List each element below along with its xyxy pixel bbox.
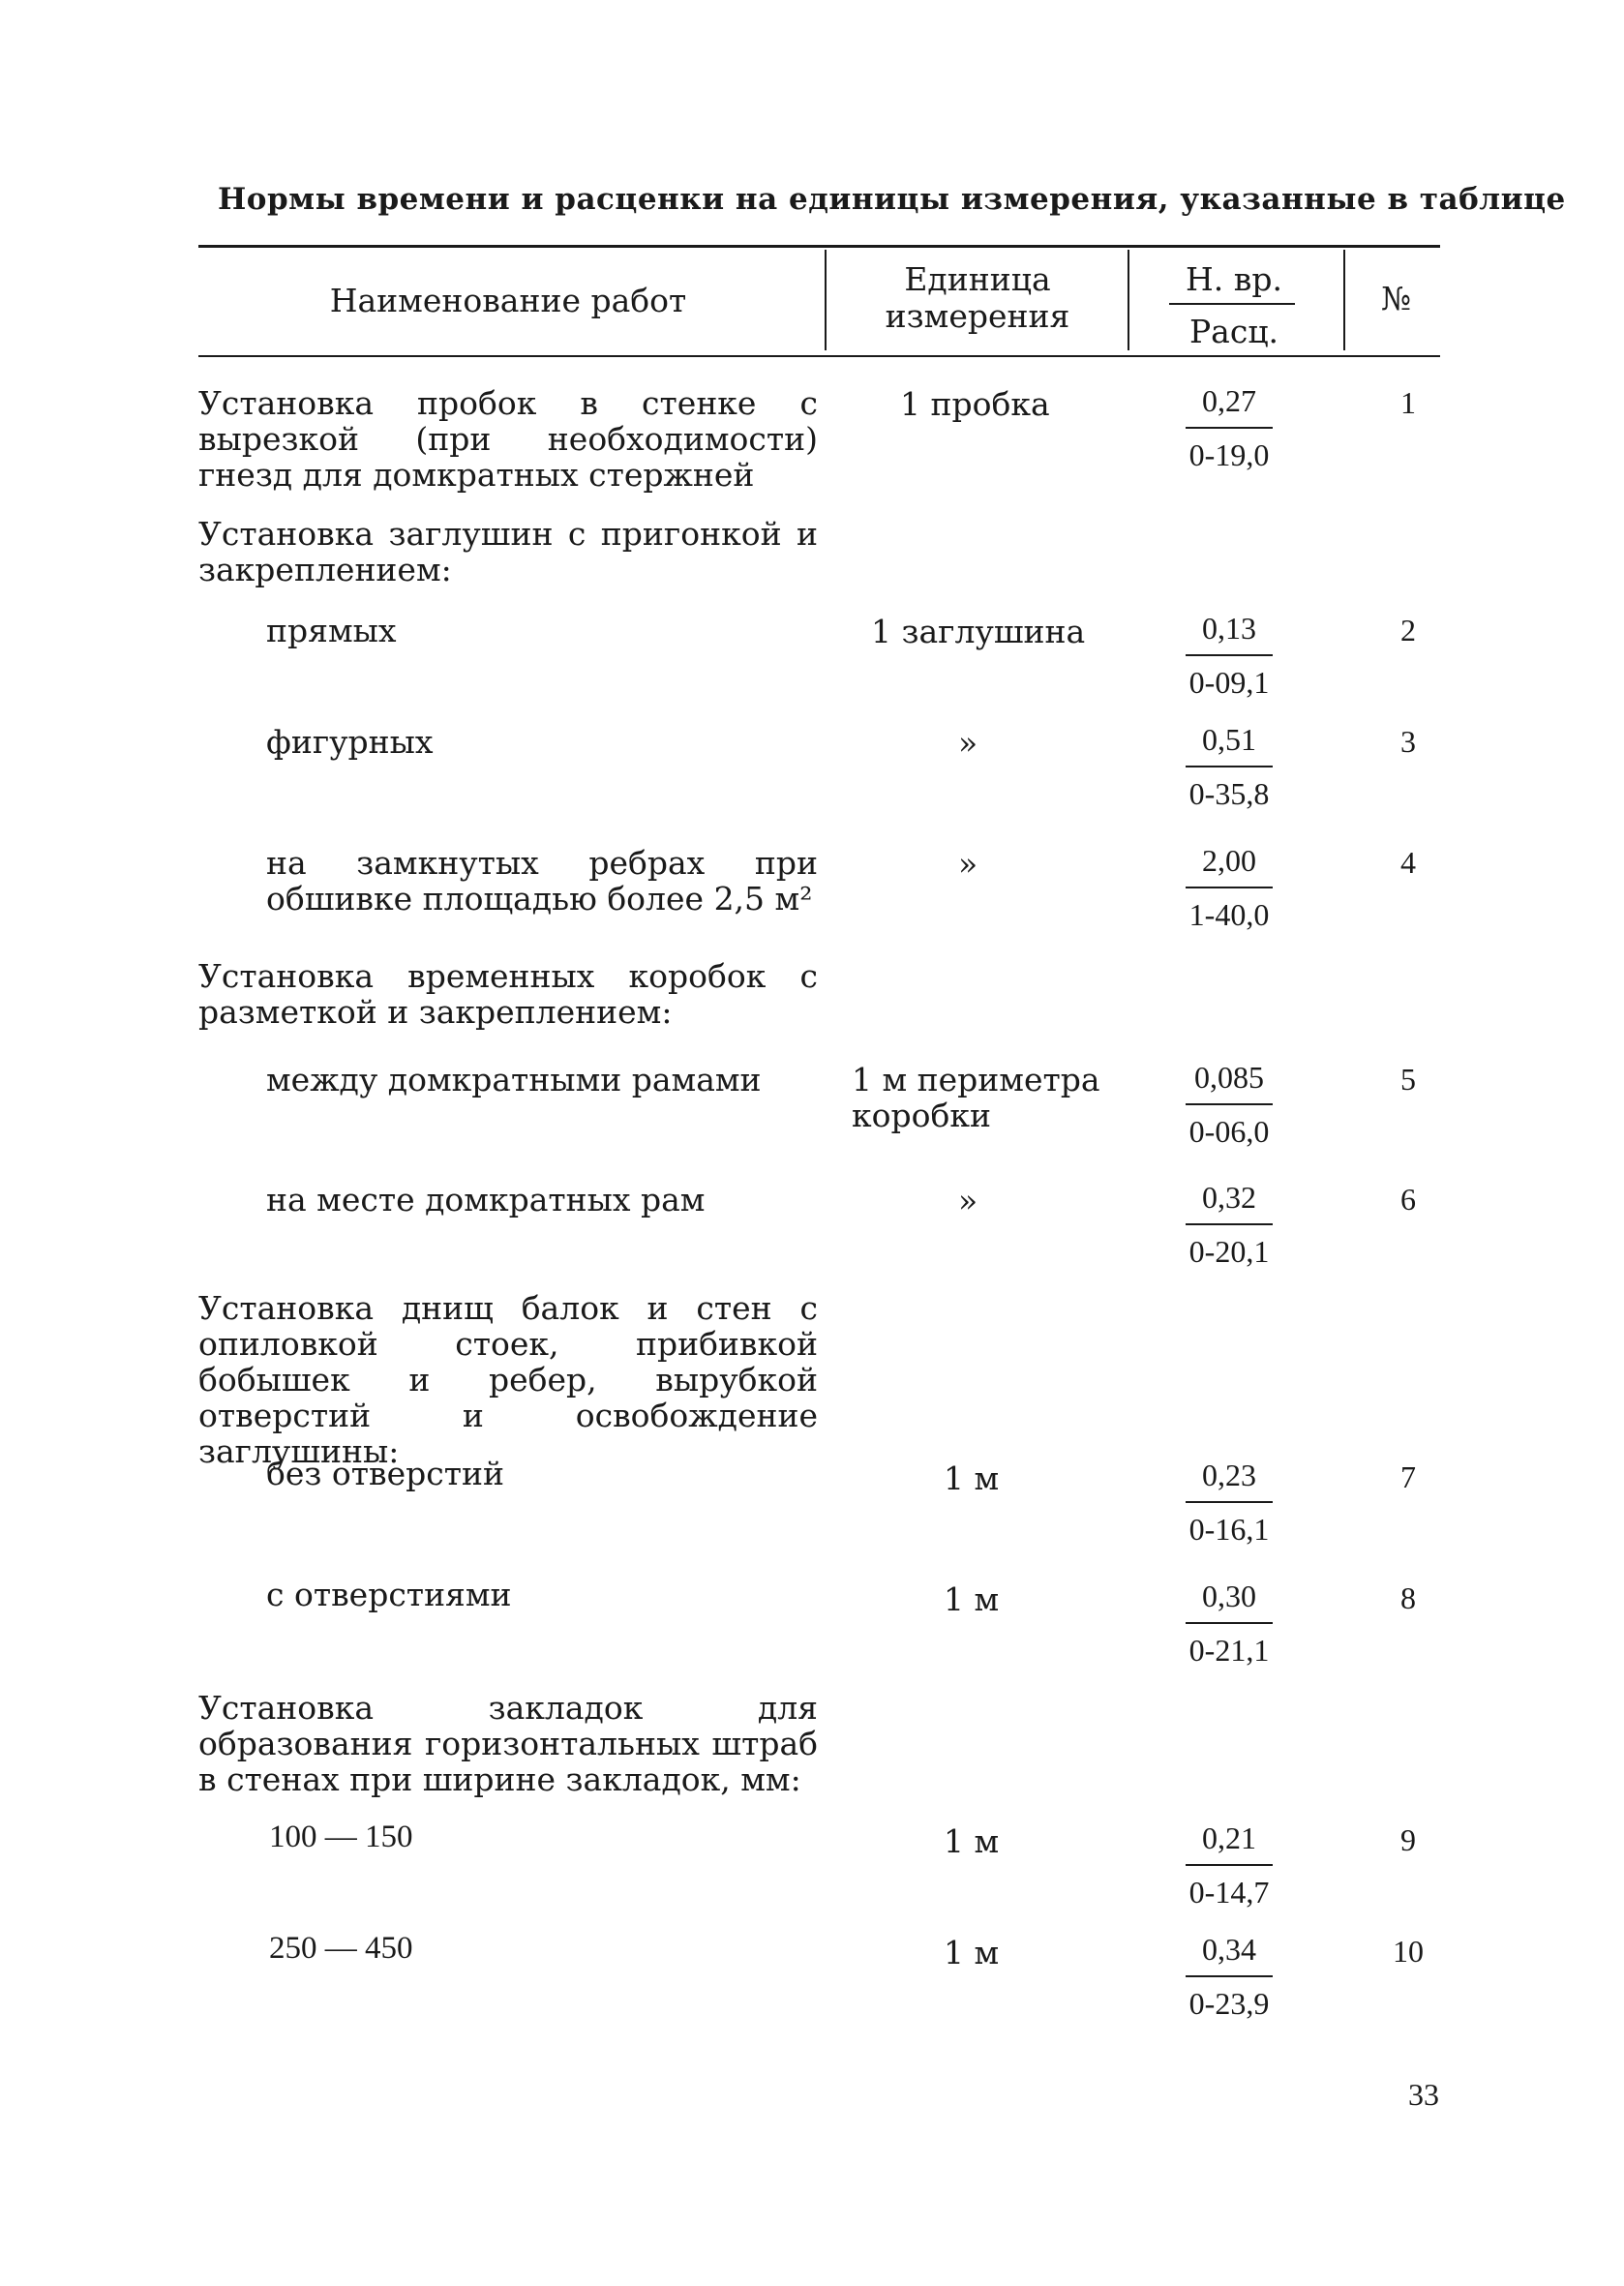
row-2-name: прямых — [266, 612, 397, 649]
row-6-norm: 0,32 — [1202, 1180, 1256, 1215]
header-top-rule — [198, 245, 1440, 248]
group-heading-3: Установка временных коробок с разметкой и закреплением: — [198, 957, 818, 1031]
row-1-number: 1 — [1400, 385, 1416, 420]
row-8-number: 8 — [1400, 1580, 1416, 1615]
row-8-unit: 1 м — [944, 1580, 1000, 1618]
row-3-rate: 0-35,8 — [1188, 776, 1270, 811]
row-1-norm: 0,27 — [1202, 383, 1256, 418]
row-5-name: между домкратными рамами — [266, 1061, 762, 1098]
row-3-norm: 0,51 — [1202, 722, 1256, 757]
row-4-fraction-bar — [1186, 887, 1273, 888]
row-6-rate: 0-20,1 — [1188, 1234, 1270, 1269]
row-9-fraction — [1166, 1820, 1292, 1910]
row-2-norm: 0,13 — [1202, 611, 1256, 646]
header-unit-line2: измерения — [885, 297, 1070, 335]
header-name: Наименование работ — [329, 282, 687, 319]
row-4-name: на замкнутых ребрах при обшивке площадью более 2,5 м² — [266, 844, 818, 917]
header-norm: Н. вр. — [1186, 260, 1282, 298]
row-5-unit: 1 м периметра коробки — [852, 1061, 1100, 1134]
row-3-unit: » — [958, 724, 978, 762]
row-3-number: 3 — [1400, 724, 1416, 759]
row-9-rate: 0-14,7 — [1188, 1875, 1270, 1910]
row-8-fraction-bar — [1186, 1622, 1273, 1624]
header-divider-3 — [1343, 250, 1345, 350]
row-4-unit: » — [958, 845, 978, 883]
row-10-unit: 1 м — [944, 1934, 1000, 1971]
row-8-rate: 0-21,1 — [1188, 1633, 1270, 1668]
row-7-fraction-bar — [1186, 1501, 1273, 1503]
row-1-fraction-bar — [1186, 427, 1273, 429]
header-divider-1 — [825, 250, 827, 350]
header-norm-rule — [1169, 303, 1295, 305]
header-unit-line1: Единица — [904, 260, 1051, 298]
row-1-unit: 1 пробка — [900, 385, 1050, 423]
row-4-norm: 2,00 — [1202, 843, 1256, 878]
row-9-norm: 0,21 — [1202, 1820, 1256, 1855]
row-2-number: 2 — [1400, 613, 1416, 647]
row-7-norm: 0,23 — [1202, 1458, 1256, 1492]
row-10-number: 10 — [1393, 1934, 1424, 1969]
row-2-fraction — [1166, 610, 1292, 701]
row-5-fraction — [1166, 1059, 1292, 1150]
row-7-rate: 0-16,1 — [1188, 1512, 1270, 1547]
row-4-fraction — [1166, 842, 1292, 933]
row-10-rate: 0-23,9 — [1188, 1986, 1270, 2021]
row-2-rate: 0-09,1 — [1188, 665, 1270, 700]
header-bottom-rule — [198, 355, 1440, 357]
row-5-rate: 0-06,0 — [1188, 1114, 1270, 1149]
row-2-fraction-bar — [1186, 654, 1273, 656]
row-9-fraction-bar — [1186, 1864, 1273, 1866]
row-7-number: 7 — [1400, 1459, 1416, 1494]
row-6-fraction — [1166, 1179, 1292, 1270]
header-number: № — [1380, 280, 1412, 317]
row-1-fraction — [1166, 382, 1292, 473]
row-1-rate: 0-19,0 — [1188, 437, 1270, 472]
page-number: 33 — [1408, 2077, 1439, 2112]
row-10-fraction-bar — [1186, 1975, 1273, 1977]
group-heading-2: Установка заглушин с пригонкой и закреплением: — [198, 515, 818, 588]
row-5-number: 5 — [1400, 1062, 1416, 1097]
row-5-fraction-bar — [1186, 1103, 1273, 1105]
row-8-name: с отверстиями — [266, 1576, 512, 1613]
row-3-name: фигурных — [266, 723, 434, 761]
row-9-number: 9 — [1400, 1822, 1416, 1857]
row-8-fraction — [1166, 1578, 1292, 1669]
row-4-number: 4 — [1400, 845, 1416, 880]
row-7-fraction — [1166, 1457, 1292, 1548]
row-8-norm: 0,30 — [1202, 1579, 1256, 1613]
row-6-number: 6 — [1400, 1182, 1416, 1217]
row-6-unit: » — [958, 1182, 978, 1219]
row-10-norm: 0,34 — [1202, 1932, 1256, 1967]
row-9-name: 100 — 150 — [269, 1820, 413, 1854]
group-heading-5: Установка закладок для образования горизонтальных штраб в стенах при ширине закладок, мм: — [198, 1689, 818, 1798]
header-rate: Расц. — [1188, 313, 1279, 350]
row-5-norm: 0,085 — [1194, 1060, 1264, 1095]
row-2-unit: 1 заглушина — [871, 613, 1086, 650]
group-heading-4: Установка днищ балок и стен с опиловкой стоек, прибивкой бобышек и ребер, вырубкой отверстий и освобождение заглушины: — [198, 1289, 818, 1470]
group-heading-1: Установка пробок в стенке с вырезкой (при необходимости) гнезд для домкратных стержней — [198, 384, 818, 494]
row-9-unit: 1 м — [944, 1822, 1000, 1860]
row-7-name: без отверстий — [266, 1455, 504, 1492]
row-3-fraction — [1166, 721, 1292, 812]
page-title: Нормы времени и расценки на единицы измерения, указанные в таблице — [218, 182, 1566, 217]
row-4-rate: 1-40,0 — [1188, 897, 1270, 932]
row-6-fraction-bar — [1186, 1223, 1273, 1225]
header-divider-2 — [1128, 250, 1129, 350]
row-3-fraction-bar — [1186, 766, 1273, 767]
row-6-name: на месте домкратных рам — [266, 1181, 706, 1218]
row-10-fraction — [1166, 1931, 1292, 2022]
row-7-unit: 1 м — [944, 1459, 1000, 1497]
row-10-name: 250 — 450 — [269, 1931, 413, 1966]
